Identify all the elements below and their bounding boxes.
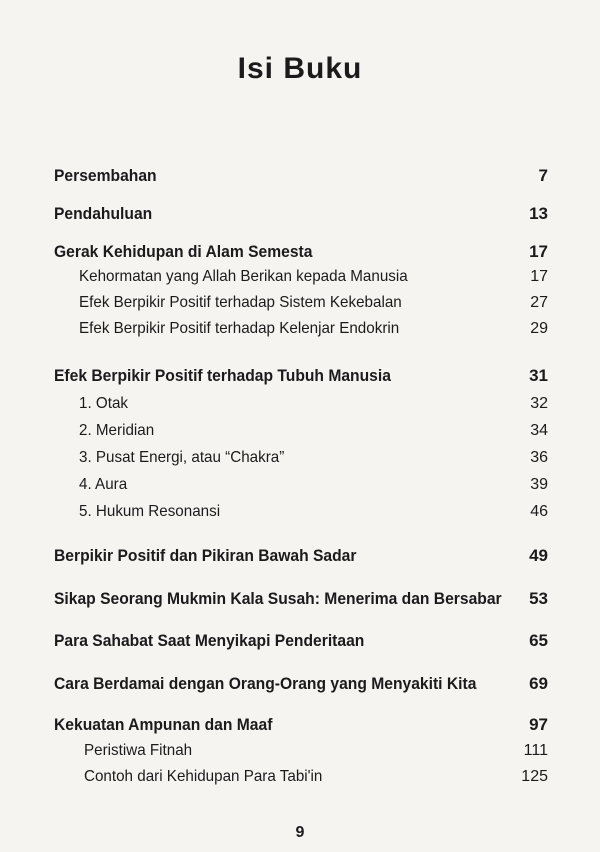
toc-entry-page: 39 bbox=[530, 476, 548, 493]
toc-entry-label: 4. Aura bbox=[79, 476, 128, 493]
toc-entry-page: 97 bbox=[529, 715, 548, 734]
toc-entry-label: 5. Hukum Resonansi bbox=[79, 503, 221, 520]
toc-entry-label: 1. Otak bbox=[79, 395, 128, 412]
toc-entry-label: Berpikir Positif dan Pikiran Bawah Sadar bbox=[54, 546, 357, 565]
toc-entry-para-sahabat[interactable] bbox=[0, 631, 600, 657]
toc-entry-tubuh-manusia[interactable] bbox=[0, 366, 600, 392]
toc-entry-label: Efek Berpikir Positif terhadap Sistem Kekebalan bbox=[79, 294, 402, 311]
page-number: 9 bbox=[295, 824, 305, 841]
toc-entry-page: 53 bbox=[529, 589, 548, 608]
toc-entry-label: Contoh dari Kehidupan Para Tabi'in bbox=[84, 768, 323, 785]
toc-entry-label: Peristiwa Fitnah bbox=[84, 742, 193, 759]
page-title: Isi Buku bbox=[237, 52, 363, 85]
toc-entry-pendahuluan[interactable] bbox=[0, 204, 600, 230]
toc-subentry-sistem-kekebalan[interactable] bbox=[0, 294, 600, 320]
toc-entry-page: 17 bbox=[530, 268, 548, 285]
toc-entry-page: 46 bbox=[530, 503, 548, 520]
toc-entry-page: 32 bbox=[530, 395, 548, 412]
toc-entry-label: Cara Berdamai dengan Orang-Orang yang Menyakiti Kita bbox=[54, 674, 477, 693]
toc-subentry-peristiwa-fitnah[interactable] bbox=[0, 742, 600, 768]
toc-entry-pikiran-bawah-sadar[interactable] bbox=[0, 546, 600, 572]
toc-subentry-aura[interactable] bbox=[0, 476, 600, 502]
toc-entry-page: 27 bbox=[530, 294, 548, 311]
toc-entry-label: Persembahan bbox=[54, 166, 157, 185]
toc-entry-page: 49 bbox=[529, 546, 548, 565]
toc-entry-page: 36 bbox=[530, 449, 548, 466]
toc-entry-page: 29 bbox=[530, 320, 548, 337]
toc-entry-page: 111 bbox=[523, 742, 548, 759]
toc-entry-label: 3. Pusat Energi, atau “Chakra” bbox=[79, 449, 285, 466]
toc-entry-page: 13 bbox=[529, 204, 548, 223]
toc-entry-kekuatan-ampunan[interactable] bbox=[0, 715, 600, 741]
toc-entry-label: Kehormatan yang Allah Berikan kepada Manusia bbox=[79, 268, 408, 285]
toc-subentry-kelenjar-endokrin[interactable] bbox=[0, 320, 600, 346]
toc-entry-page: 34 bbox=[530, 422, 548, 439]
toc-entry-label: Kekuatan Ampunan dan Maaf bbox=[54, 715, 273, 734]
toc-subentry-meridian[interactable] bbox=[0, 422, 600, 448]
toc-entry-label: 2. Meridian bbox=[79, 422, 155, 439]
toc-entry-page: 17 bbox=[529, 242, 548, 261]
toc-entry-sikap-mukmin[interactable] bbox=[0, 589, 600, 615]
toc-entry-label: Sikap Seorang Mukmin Kala Susah: Menerima dan Bersabar bbox=[54, 589, 502, 608]
toc-entry-page: 7 bbox=[538, 166, 548, 185]
toc-subentry-pusat-energi[interactable] bbox=[0, 449, 600, 475]
toc-entry-label: Efek Berpikir Positif terhadap Tubuh Manusia bbox=[54, 366, 391, 385]
toc-entry-label: Para Sahabat Saat Menyikapi Penderitaan bbox=[54, 631, 365, 650]
toc-entry-page: 125 bbox=[521, 768, 548, 785]
toc-entry-persembahan[interactable] bbox=[0, 166, 600, 192]
toc-subentry-otak[interactable] bbox=[0, 395, 600, 421]
toc-entry-gerak-kehidupan[interactable] bbox=[0, 242, 600, 268]
toc-subentry-contoh-tabiin[interactable] bbox=[0, 768, 600, 794]
toc-entry-label: Gerak Kehidupan di Alam Semesta bbox=[54, 242, 313, 261]
toc-entry-cara-berdamai[interactable] bbox=[0, 674, 600, 700]
toc-entry-page: 69 bbox=[529, 674, 548, 693]
toc-entry-page: 31 bbox=[529, 366, 548, 385]
toc-entry-page: 65 bbox=[529, 631, 548, 650]
toc-entry-label: Pendahuluan bbox=[54, 204, 153, 223]
toc-entry-label: Efek Berpikir Positif terhadap Kelenjar Endokrin bbox=[79, 320, 400, 337]
toc-subentry-kehormatan[interactable] bbox=[0, 268, 600, 294]
toc-subentry-hukum-resonansi[interactable] bbox=[0, 503, 600, 529]
